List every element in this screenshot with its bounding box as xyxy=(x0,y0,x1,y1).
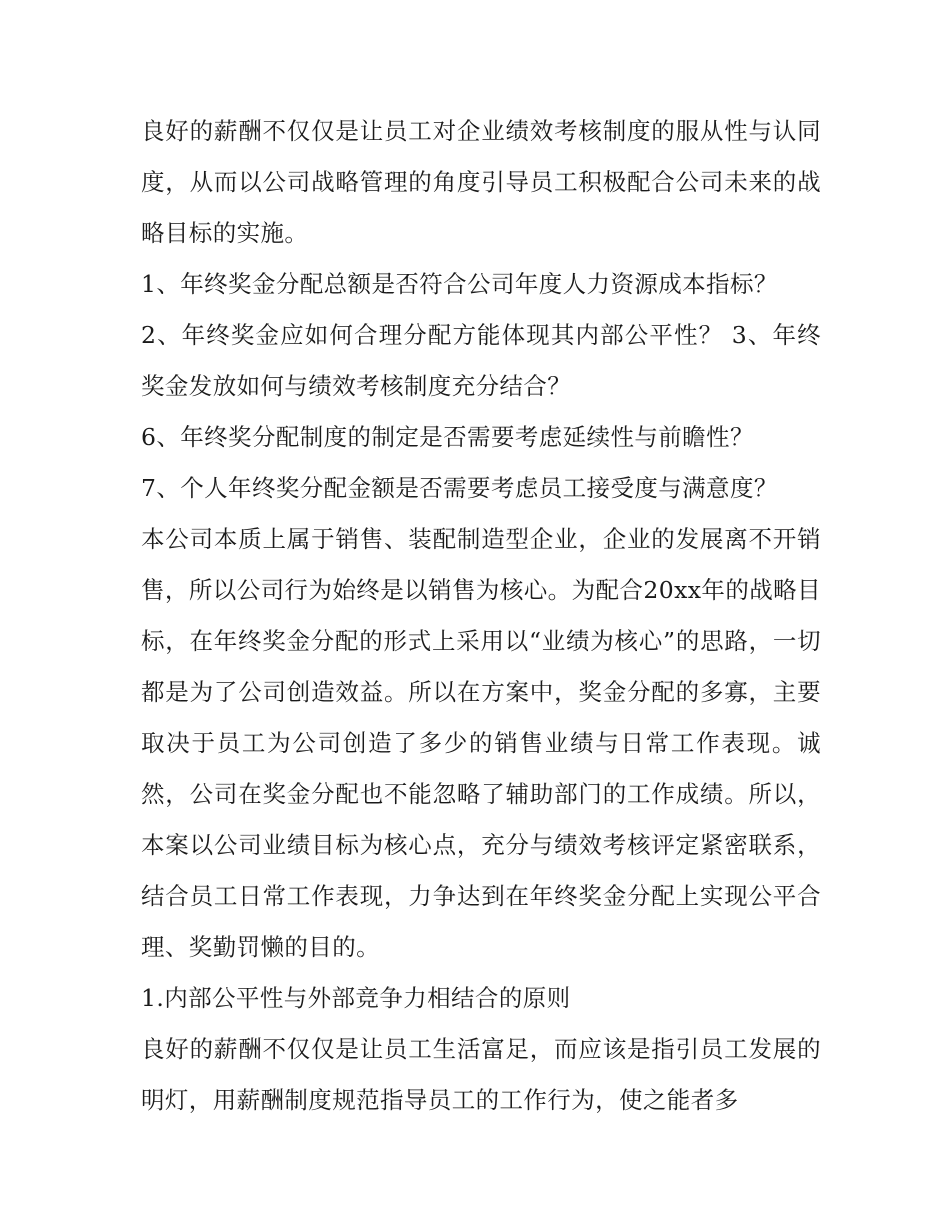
paragraph-company-approach: 本公司本质上属于销售、装配制造型企业，企业的发展离不开销售，所以公司行为始终是以销售为核心。为配合20xx年的战略目标，在年终奖金分配的形式上采用以“业绩为核心”的思路，一切都是为了公司创造效益。所以在方案中，奖金分配的多寡，主要取决于员工为公司创造了多少的销售业绩与日常工作表现。诚然，公司在奖金分配也不能忽略了辅助部门的工作成绩。所以，本案以公司业绩目标为核心点，充分与绩效考核评定紧密联系，结合员工日常工作表现，力争达到在年终奖金分配上实现公平合理、奖勤罚懒的目的。 xyxy=(141,525,821,961)
paragraph-principle-heading: 1.内部公平性与外部竞争力相结合的原则 xyxy=(141,984,571,1012)
document-body xyxy=(141,106,821,1126)
paragraph-question-7: 7、个人年终奖分配金额是否需要考虑员工接受度与满意度？ xyxy=(141,474,778,502)
paragraph-question-2-3: 2、年终奖金应如何合理分配方能体现其内部公平性？ 3、年终奖金发放如何与绩效考核制度充分结合？ xyxy=(141,321,821,400)
paragraph-intro: 良好的薪酬不仅仅是让员工对企业绩效考核制度的服从性与认同度，从而以公司战略管理的角度引导员工积极配合公司未来的战略目标的实施。 xyxy=(141,117,821,247)
paragraph-question-6: 6、年终奖分配制度的制定是否需要考虑延续性与前瞻性？ xyxy=(141,423,754,451)
paragraph-principle-body: 良好的薪酬不仅仅是让员工生活富足，而应该是指引员工发展的明灯，用薪酬制度规范指导员工的工作行为，使之能者多 xyxy=(141,1035,821,1114)
paragraph-question-1: 1、年终奖金分配总额是否符合公司年度人力资源成本指标？ xyxy=(141,270,778,298)
